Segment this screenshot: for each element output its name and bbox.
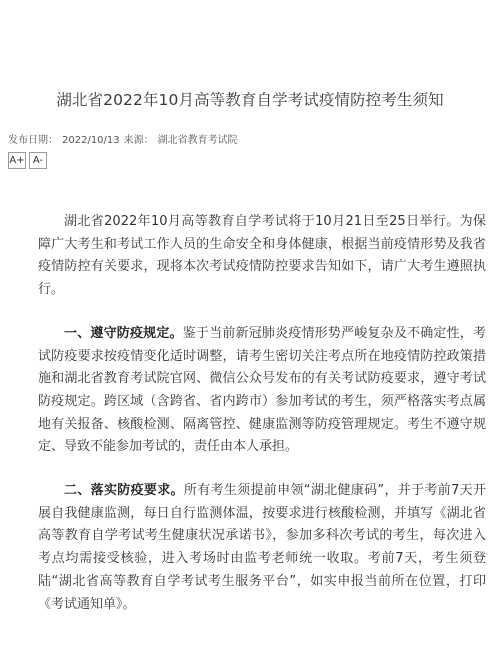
font-size-controls (8, 152, 500, 169)
article-body (38, 211, 486, 637)
paragraph-heading: 一、遵守防疫规定。 (64, 325, 183, 341)
paragraph-section-2 (38, 480, 486, 616)
page-title: 湖北省2022年10月高等教育自学考试疫情防控考生须知 (56, 91, 444, 109)
paragraph-text: 鉴于当前新冠肺炎疫情形势严峻复杂及不确定性，考试防疫要求按疫情变化适时调整，请考生密切关注考点所在地疫情防控政策措施和湖北省教育考试院官网、微信公众号发布的有关考试防疫要求，遵守考试防疫规定。跨区域（含跨省、省内跨市）参加考试的考生，须严格落实考点属地有关报备、核酸检测、隔离管控、健康监测等防疫管理规定。考生不遵守规定、导致不能参加考试的，责任由本人承担。 (38, 325, 486, 455)
source-name: 湖北省教育考试院 (157, 135, 238, 146)
font-increase-button[interactable]: A+ (8, 152, 26, 169)
article-meta (8, 131, 500, 169)
meta-line (8, 131, 500, 146)
paragraph-section-1 (38, 323, 486, 459)
paragraph-text: 湖北省2022年10月高等教育自学考试将于10月21日至25日举行。为保障广大考生和考试工作人员的生命安全和身体健康，根据当前疫情形势及我省疫情防控有关要求，现将本次考试疫情防控要求告知如下，请广大考生遵照执行。 (38, 214, 486, 298)
paragraph-intro (38, 211, 486, 302)
font-decrease-button[interactable]: A- (29, 152, 47, 169)
publish-date: 2022/10/13 (62, 135, 120, 146)
paragraph-heading: 二、落实防疫要求。 (64, 483, 184, 499)
paragraph-text: 所有考生须提前申领“湖北健康码”，并于考前7天开展自我健康监测，每日自行监测体温，按要求进行核酸检测，并填写《湖北省高等教育自学考试考生健康状况承诺书》，参加多科次考试的考生，每次进入考点均需接受核验，进入考场时由监考老师统一收取。考前7天，考生须登陆“湖北省高等教育自学考试考生服务平台”，如实申报当前所在位置，打印《考试通知单》。 (38, 483, 486, 612)
publish-label: 发布日期： (8, 135, 58, 146)
source-label: 来源： (123, 135, 154, 146)
